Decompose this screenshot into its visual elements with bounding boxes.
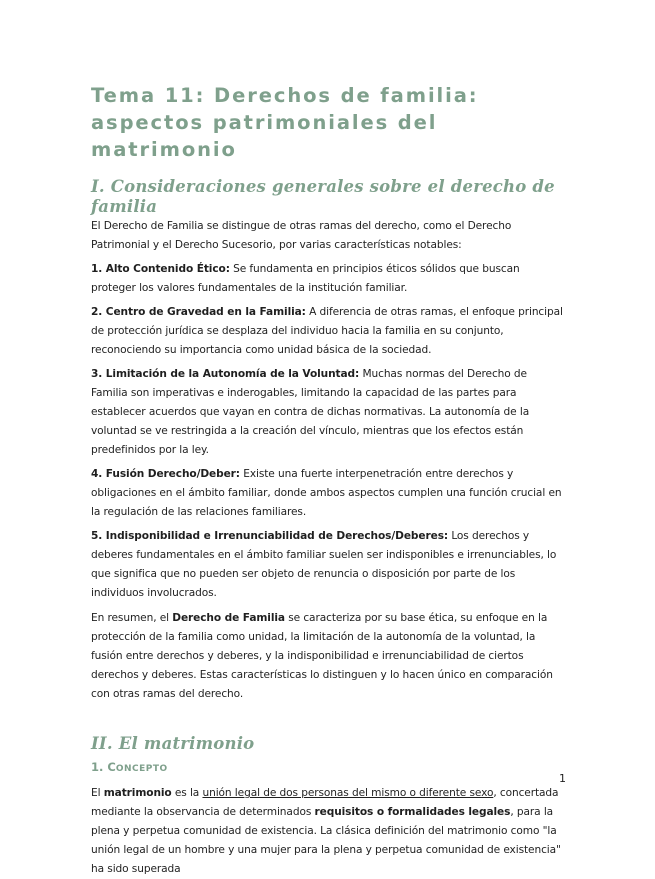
subsection-heading-concepto — [91, 758, 563, 778]
list-item — [91, 465, 563, 522]
paragraph-text: es la — [171, 787, 203, 799]
list-item-text: Muchas normas del Derecho de Familia son imperativas e inderogables, limitando la capacidad de las partes para establecer acuerdos que vayan en contra de dichas normativas. La autonomía de la voluntad se ve restringida a la creación del vínculo, mientras que los efectos están predefinidos por la ley. — [91, 368, 530, 456]
bold-term-requisitos: requisitos o formalidades legales — [314, 806, 511, 818]
list-item — [91, 365, 563, 460]
summary-text-start: En resumen, el — [91, 612, 173, 624]
list-item — [91, 303, 563, 360]
list-item-text: Se fundamenta en principios éticos sólidos que buscan proteger los valores fundamentales de la institución familiar. — [91, 263, 520, 294]
bold-term-matrimonio: matrimonio — [103, 787, 172, 799]
document-title: Tema 11: Derechos de familia: aspectos patrimoniales del matrimonio — [91, 84, 479, 161]
list-item-text: Los derechos y deberes fundamentales en el ámbito familiar suelen ser indisponibles e irrenunciables, lo que significa que no pueden ser objeto de renuncia o disposición por parte de los individuos involucrados. — [91, 530, 557, 599]
list-item-label: 4. Fusión Derecho/Deber: — [91, 468, 240, 480]
page-number: 1 — [559, 772, 566, 785]
paragraph-text: , concertada mediante la observancia de determinados — [91, 787, 559, 818]
paragraph-text: El — [91, 787, 104, 799]
section-1-heading: I. Consideraciones generales sobre el derecho de familia — [91, 177, 555, 216]
section-1-summary — [91, 609, 563, 704]
section-2-paragraph — [91, 784, 563, 879]
paragraph-text: , para la plena y perpetua comunidad de existencia. La clásica definición del matrimonio como "la unión legal de un hombre y una mujer para la plena y perpetua comunidad de existencia" ha sido superada — [91, 806, 561, 875]
list-item-label: 1. Alto Contenido Ético: — [91, 263, 230, 275]
list-item-label: 5. Indisponibilidad e Irrenunciabilidad de Derechos/Deberes: — [91, 530, 449, 542]
summary-text-end: se caracteriza por su base ética, su enfoque en la protección de la familia como unidad, la limitación de la autonomía de la voluntad, la fusión entre derechos y deberes, y la indisponibilidad e irrenunciabilidad de ciertos derechos y deberes. Estas características lo distinguen y lo hacen único en comparación con otras ramas del derecho. — [91, 612, 553, 700]
list-item — [91, 260, 563, 298]
list-item-label: 3. Limitación de la Autonomía de la Voluntad: — [91, 368, 360, 380]
section-1-intro: El Derecho de Familia se distingue de otras ramas del derecho, como el Derecho Patrimonial y el Derecho Sucesorio, por varias características notables: — [91, 220, 512, 251]
section-2-heading: II. El matrimonio — [91, 734, 255, 753]
subsection-number: 1. C — [91, 760, 116, 774]
subsection-title: ONCEPTO — [115, 764, 168, 774]
page-content — [91, 82, 563, 879]
list-item-label: 2. Centro de Gravedad en la Familia: — [91, 306, 306, 318]
list-item-text: Existe una fuerte interpenetración entre derechos y obligaciones en el ámbito familiar, donde ambos aspectos cumplen una función crucial en la regulación de las relaciones familiares. — [91, 468, 562, 518]
list-item — [91, 527, 563, 603]
list-item-text: A diferencia de otras ramas, el enfoque principal de protección jurídica se desplaza del individuo hacia la familia en su conjunto, reconociendo su importancia como unidad básica de la sociedad. — [91, 306, 563, 356]
summary-bold-term: Derecho de Familia — [172, 612, 285, 624]
underlined-definition: unión legal de dos personas del mismo o diferente sexo — [202, 787, 494, 799]
